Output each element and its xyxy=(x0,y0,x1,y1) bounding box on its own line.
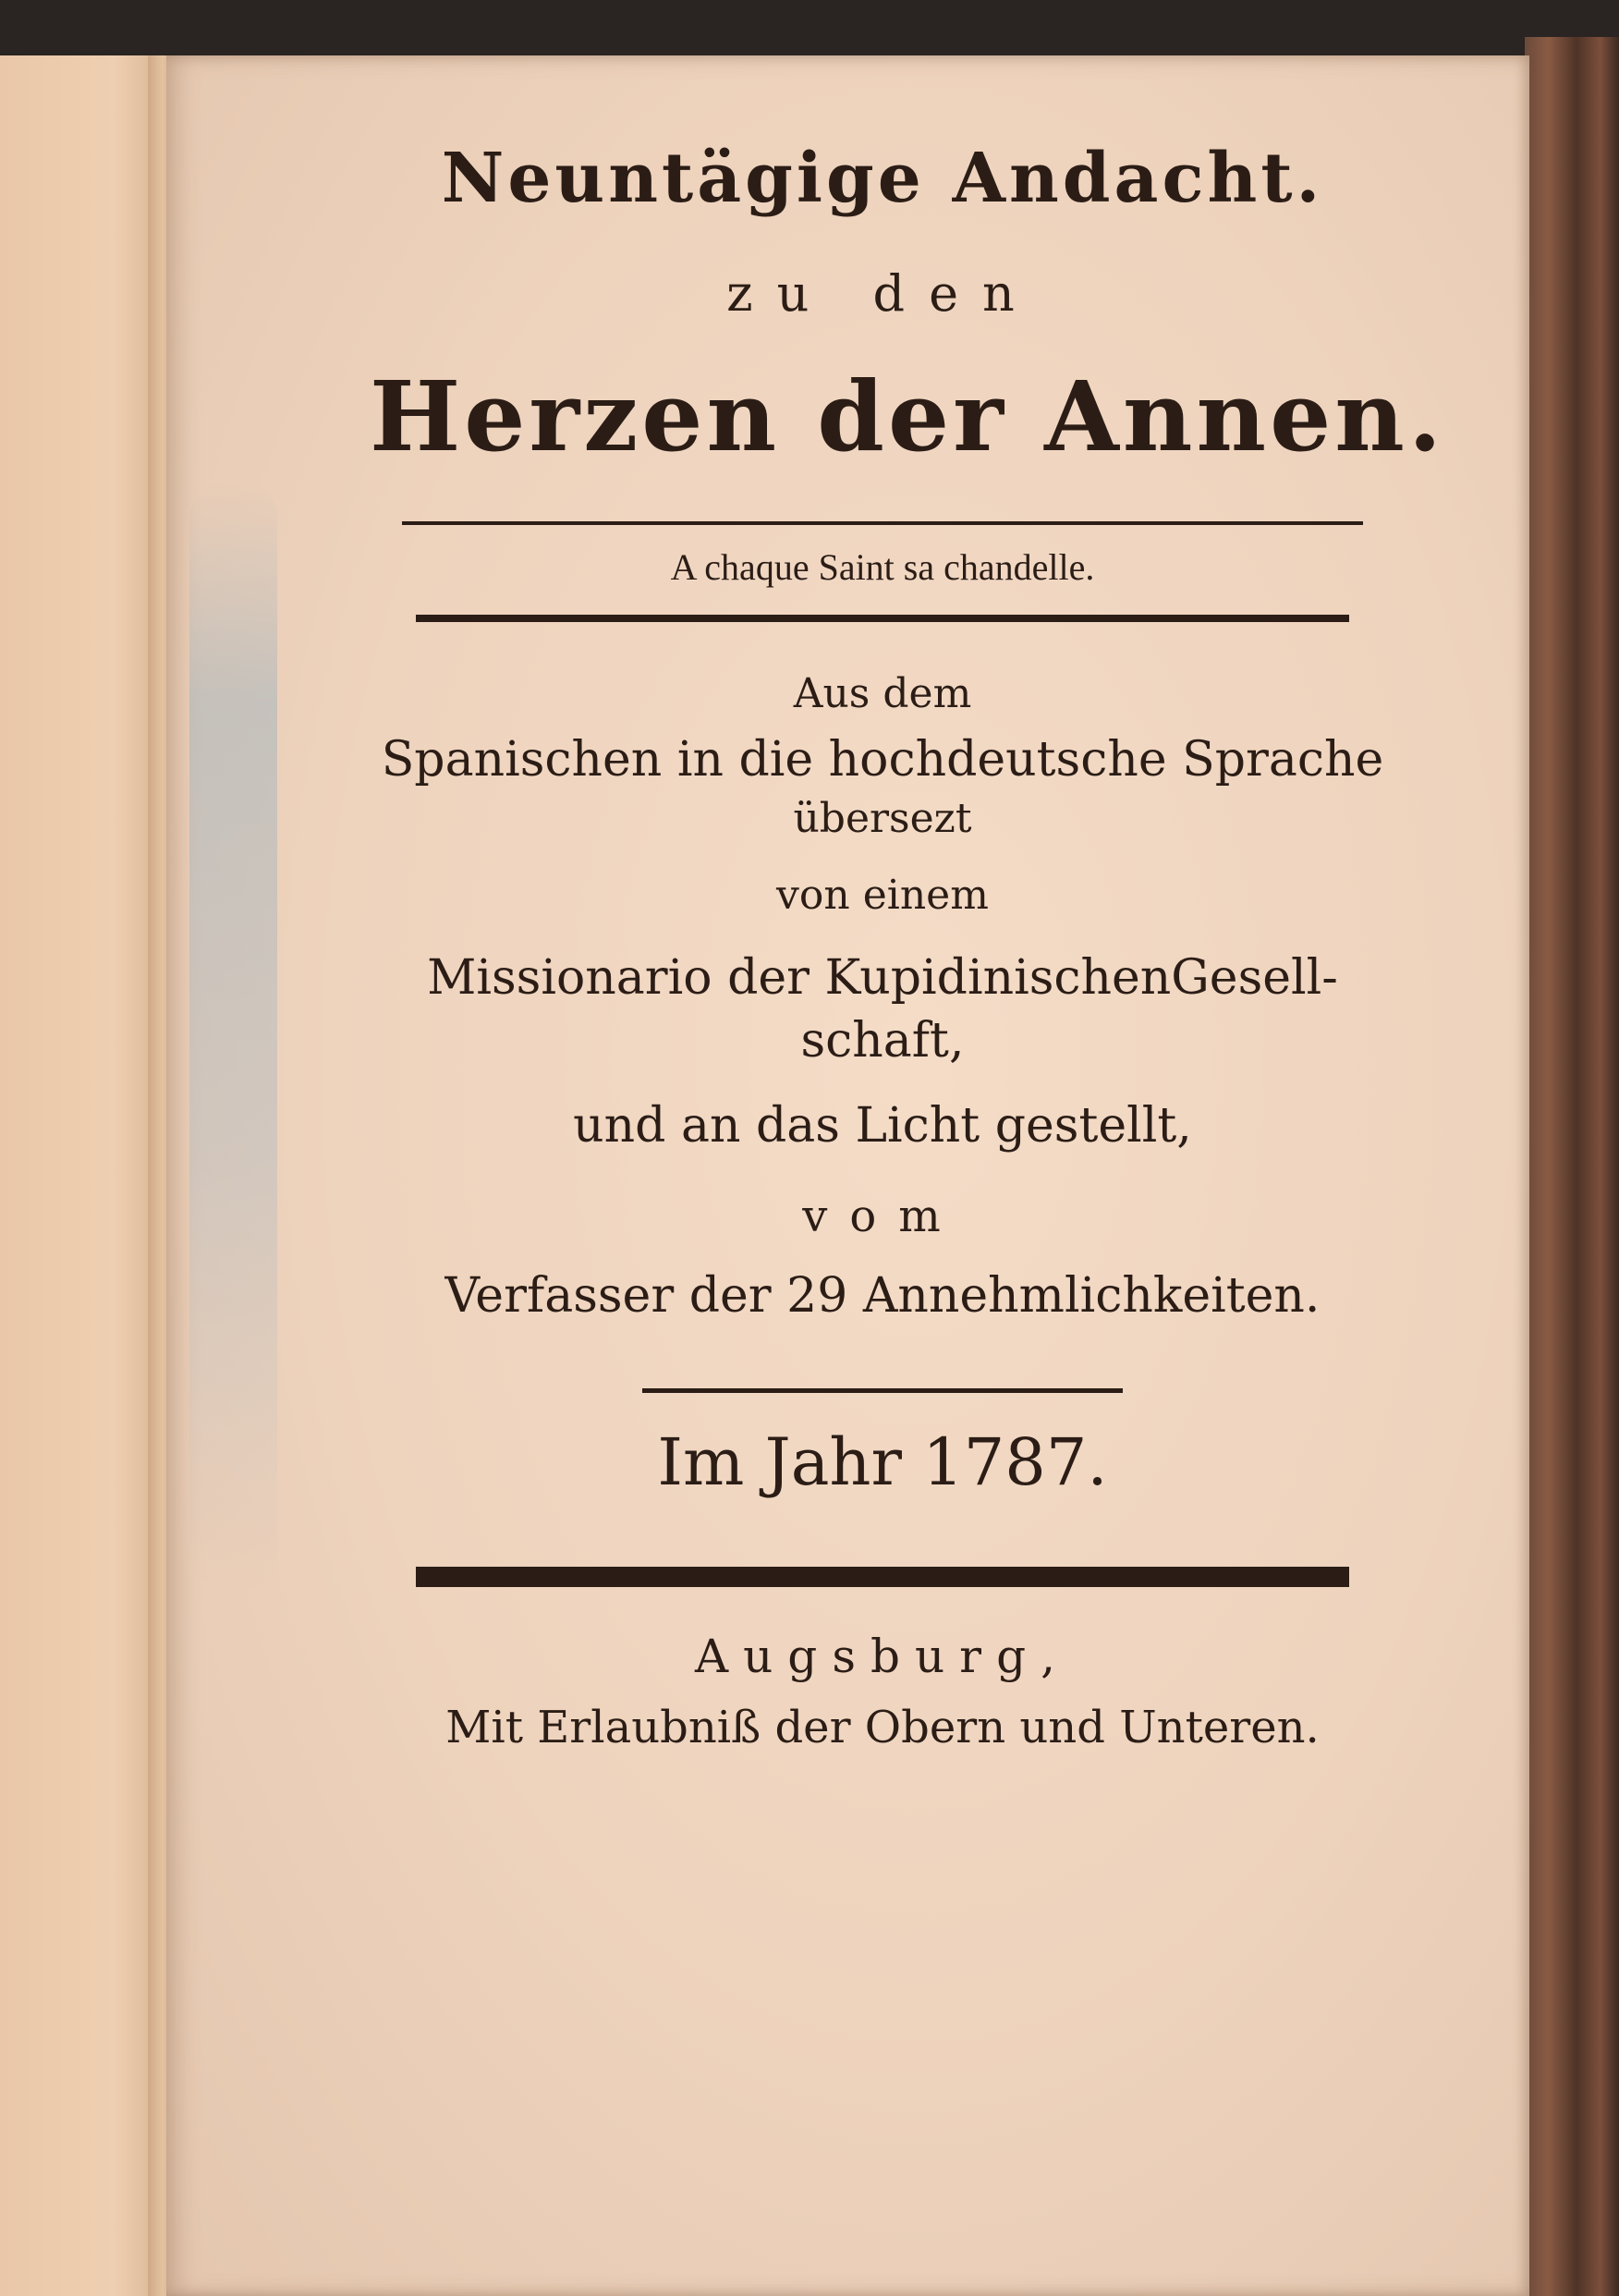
publication-city: Augsburg, xyxy=(695,1630,1070,1683)
book-binding-edge xyxy=(1525,37,1619,2296)
divider-rule xyxy=(402,521,1363,525)
main-title: Neuntägige Andacht. xyxy=(441,139,1324,218)
main-title-subject: Herzen der Annen. xyxy=(370,360,1446,473)
translator-line-2: schaft, xyxy=(800,1013,965,1069)
title-connector: zu den xyxy=(726,264,1039,323)
facing-endpaper xyxy=(0,55,162,2296)
divider-rule-short xyxy=(642,1388,1123,1393)
author-intro: vom xyxy=(802,1191,963,1242)
divider-rule-double xyxy=(416,1567,1349,1587)
translation-line-1: Aus dem xyxy=(793,670,972,717)
translator-intro: von einem xyxy=(776,872,989,919)
translation-line-2: Spanischen in die hochdeutsche Sprache xyxy=(381,732,1384,788)
translator-line-1: Missionario der KupidinischenGesell- xyxy=(427,950,1338,1006)
divider-rule-thick xyxy=(416,615,1349,622)
imprint-line: Mit Erlaubniß der Obern und Unteren. xyxy=(445,1702,1320,1753)
motto: A chaque Saint sa chandelle. xyxy=(670,546,1095,588)
title-page-text xyxy=(370,139,1446,1753)
translation-line-3: übersezt xyxy=(793,795,972,842)
publisher-statement: und an das Licht gestellt, xyxy=(573,1098,1192,1154)
author-line: Verfasser der 29 Annehmlichkeiten. xyxy=(444,1268,1321,1324)
publication-year: Im Jahr 1787. xyxy=(657,1424,1108,1500)
water-stain xyxy=(189,481,277,1590)
